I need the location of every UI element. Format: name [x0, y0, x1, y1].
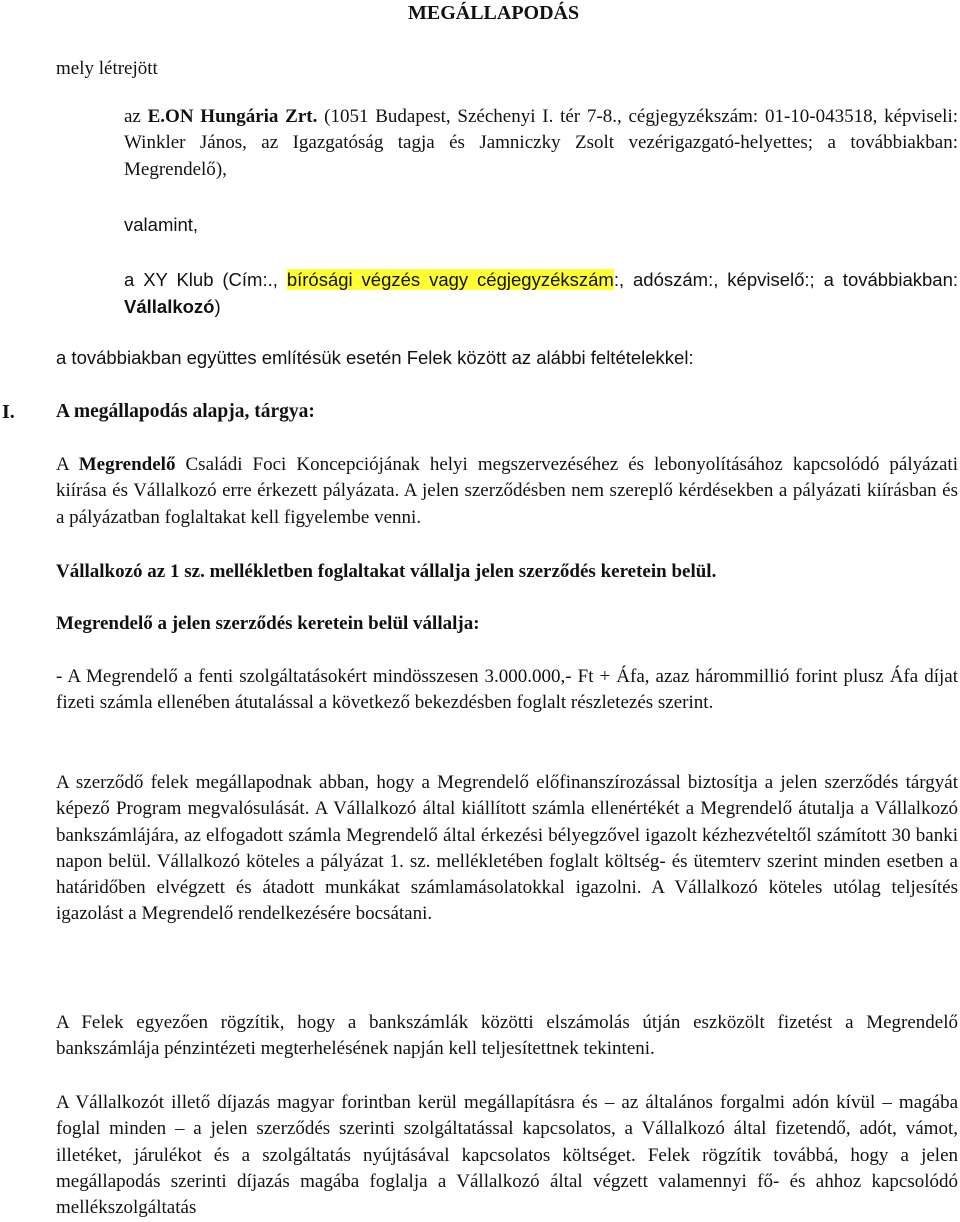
paragraph-payment-amount: - A Megrendelő a fenti szolgáltatásokért mindösszesen 3.000.000,- Ft + Áfa, azaz hárommillió forint plusz Áfa díjat fizeti számla ellenében átutalással a következő bekezdésben foglalt részletezés szerint. [56, 666, 958, 714]
para1-bold: Megrendelő [78, 454, 176, 475]
party1-details: (1051 Budapest, Széchenyi I. tér 7-8., cégjegyzékszám: 01-10-043518, képviseli: Winkler János, az Igazgatóság tagja és Jamniczky Zsolt vezérigazgató-helyettes; a továbbiakban: [124, 106, 959, 154]
party2-before: a XY Klub (Cím:., [124, 269, 287, 290]
party2-block [124, 266, 958, 320]
party1-name: E.ON Hungária Zrt. [147, 106, 318, 127]
party2-tail: ) [214, 296, 221, 317]
section-heading: A megállapodás alapja, tárgya: [56, 401, 315, 422]
conjunction-text: valamint, [124, 214, 199, 235]
para1-rest: Családi Foci Koncepciójának helyi megszervezéséhez és lebonyolításához kapcsolódó pályázati kiírása és Vállalkozó erre érkezett pályázata. A jelen szerződésben nem szereplő kérdésekben a pályázati kiírásban és a pályázatban foglaltakat kell figyelembe venni. [56, 454, 958, 528]
together-text: a továbbiakban együttes említésük esetén Felek között az alábbi feltételekkel: [56, 347, 694, 368]
party2-after: :, adószám:, képviselő:; a továbbiakban: [613, 269, 958, 290]
paragraph-contractor-commitment: Vállalkozó az 1 sz. mellékletben foglaltakat vállalja jelen szerződés keretein belül. [56, 561, 717, 582]
paragraph-prefinancing: A szerződő felek megállapodnak abban, hogy a Megrendelő előfinanszírozással biztosítja a jelen szerződés tárgyát képező Program megvalósulását. A Vállalkozó által kiállított számla ellenértékét a Megrendelő átutalja a Vállalkozó bankszámlájára, az elfogadott számla Megrendelő által érkezési bélyegzővel igazolt kézhezvételtől számított 30 banki napon belül. Vállalkozó köteles a pályázat 1. sz. mellékletében foglalt költség- és ütemterv szerint minden esetben a határidőben elvégzett és átadott munkákat számlamásolatokkal igazolni. A Vállalkozó köteles utólag teljesítés igazolást a Megrendelő rendelkezésére bocsátani. [56, 772, 958, 925]
intro-text: mely létrejött [56, 58, 158, 79]
para1-lead: A [56, 454, 79, 475]
party1-tail: ), [215, 158, 227, 180]
party1-alias: Megrendelő [124, 158, 216, 180]
party2-alias: Vállalkozó [124, 296, 215, 317]
paragraph-subject [56, 452, 958, 531]
section-number: I. [2, 401, 15, 423]
paragraph-remuneration: A Vállalkozót illető díjazás magyar forintban kerül megállapításra és – az általános forgalmi adón kívül – magába foglal minden – a jelen szerződés szerinti szolgáltatással kapcsolatos, a Vállalkozó által fizetendő, adót, vámot, illetéket, járulékot és a szolgáltatás nyújtásával kapcsolatos költséget. Felek rögzítik továbbá, hogy a jelen megállapodás szerinti díjazás magába foglalja a Vállalkozó által végzett valamennyi fő- és ahhoz kapcsolódó mellékszolgáltatás [56, 1092, 958, 1219]
document-title: MEGÁLLAPODÁS [408, 2, 580, 24]
highlighted-text: bírósági végzés vagy cégjegyzékszám [286, 269, 614, 290]
party1-article: az [124, 106, 148, 127]
party1-block [124, 104, 958, 183]
paragraph-settlement: A Felek egyezően rögzítik, hogy a bankszámlák közötti elszámolás útján eszközölt fizetést a Megrendelő bankszámlája pénzintézeti megterhelésének napján kell teljesítettnek tekinteni. [56, 1012, 958, 1060]
paragraph-client-commitment: Megrendelő a jelen szerződés keretein belül vállalja: [56, 613, 480, 634]
